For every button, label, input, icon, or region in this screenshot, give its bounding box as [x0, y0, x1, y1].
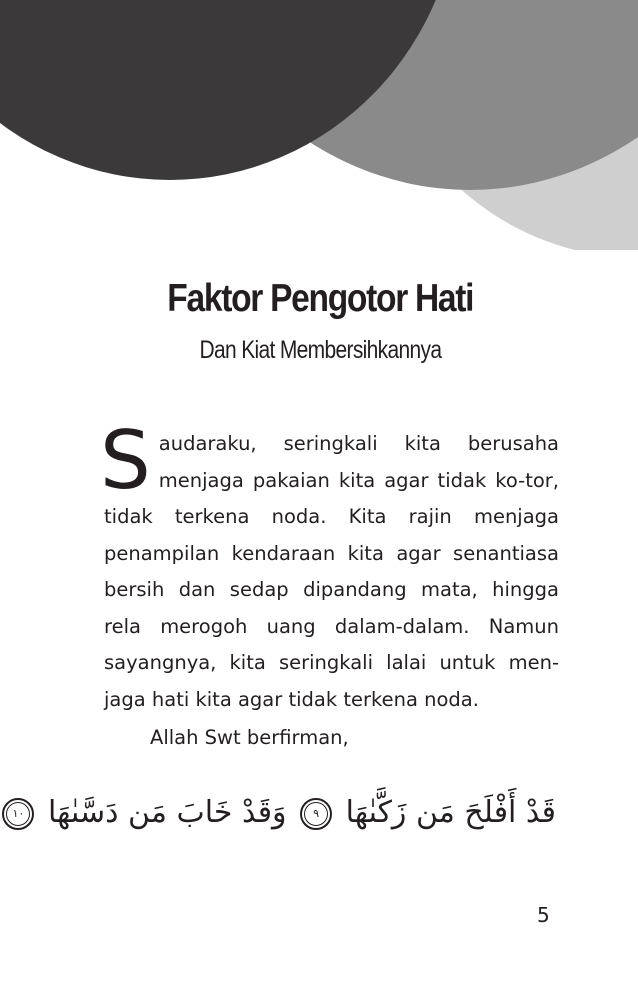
quran-verse-9: قَدْ أَفْلَحَ مَن زَكَّىٰهَا [345, 795, 556, 830]
page-title: Faktor Pengotor Hati [167, 277, 474, 320]
page-number: 5 [537, 903, 550, 927]
body-paragraph [100, 414, 559, 718]
verse-number-9-icon: ٩ [300, 798, 332, 830]
paragraph-text: audaraku, seringkali kita berusaha menjaga pakaian kita agar tidak ko-tor, tidak terkena noda. Kita rajin menjaga penampilan kendaraan kita agar senantiasa bersih dan sedap dipandang mata, hingga rela merogoh uang dalam-dalam. Namun sayangnya, kita seringkali lalai untuk men-jaga hati kita agar tidak terkena noda. [104, 432, 559, 711]
quran-verse-10: وَقَدْ خَابَ مَن دَسَّىٰهَا [47, 795, 287, 830]
quran-verse-line [12, 788, 556, 838]
verse-number-10-icon: ١٠ [2, 798, 34, 830]
page-subtitle: Dan Kiat Membersihkannya [199, 336, 442, 364]
header-decoration [0, 0, 638, 250]
drop-cap: S [100, 414, 151, 507]
firman-intro: Allah Swt berfirman, [150, 726, 349, 749]
